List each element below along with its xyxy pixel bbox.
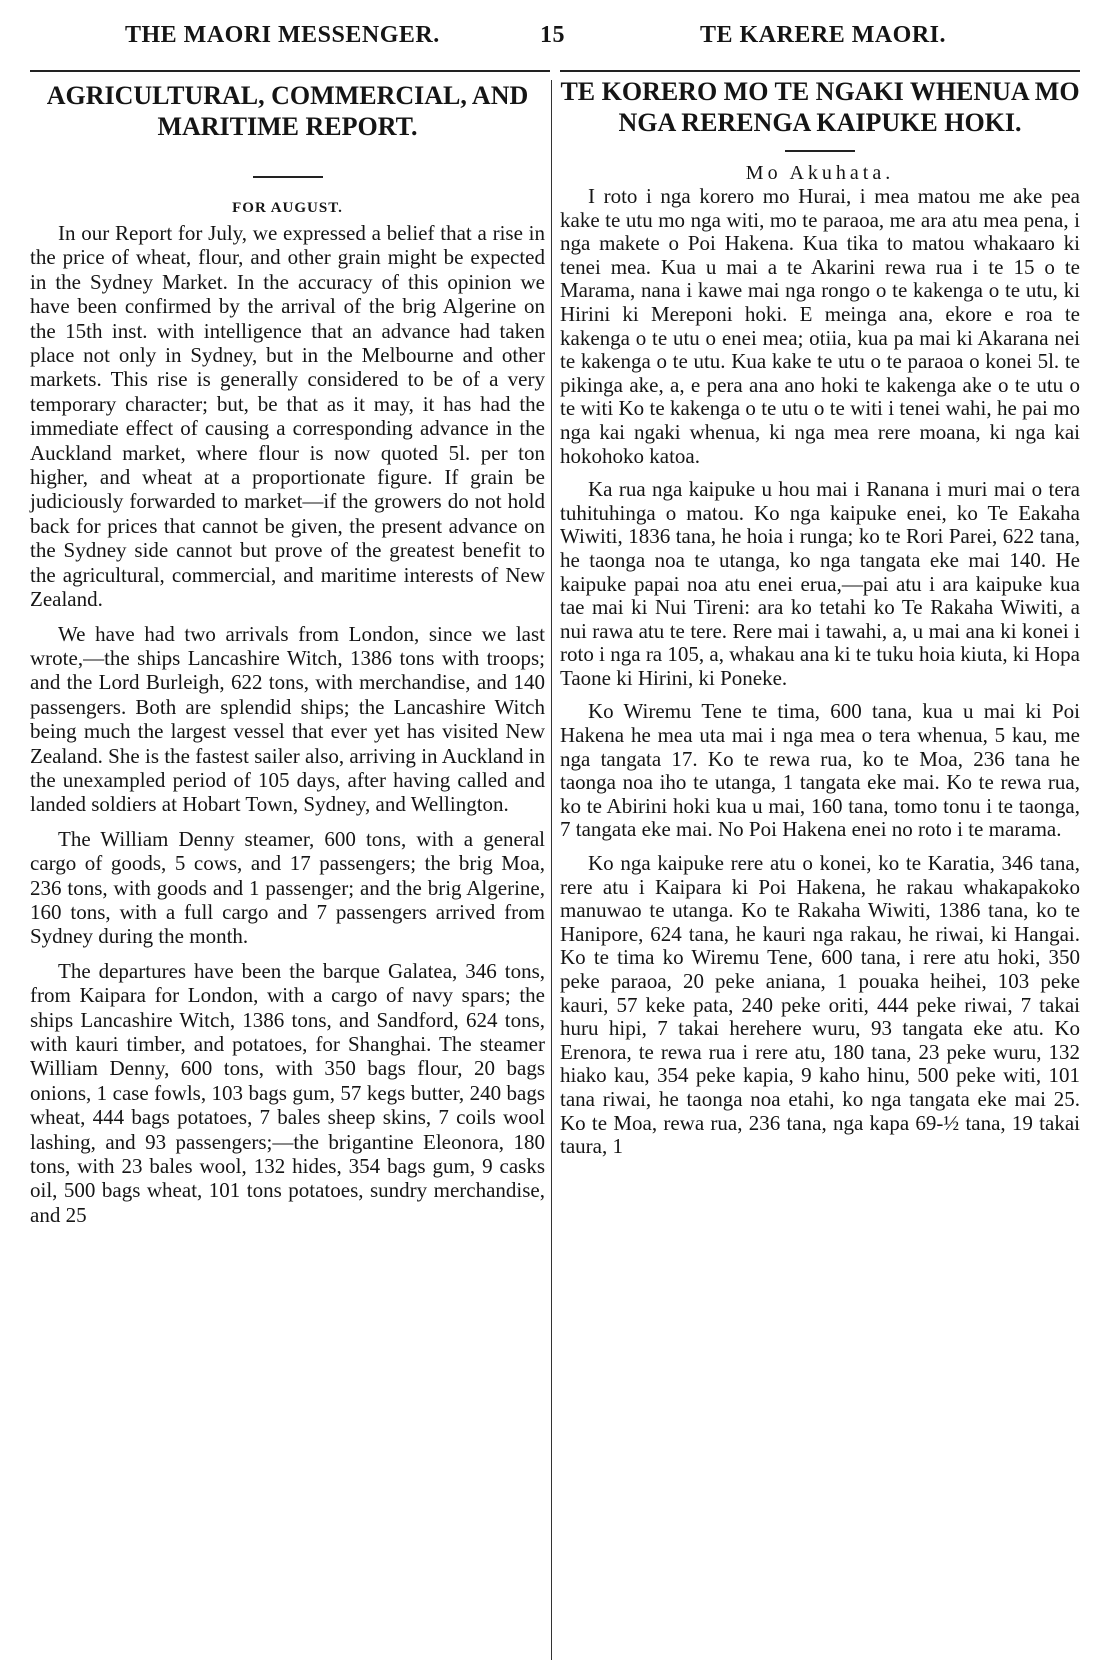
english-title: AGRICULTURAL, COMMERCIAL, AND MARITIME REPORT. bbox=[46, 81, 529, 141]
header-maori-masthead: TE KARERE MAORI. bbox=[700, 22, 947, 48]
maori-title: TE KORERO MO TE NGAKI WHENUA MO NGA RERENGA KAIPUKE HOKI. bbox=[560, 77, 1080, 137]
english-paragraph: The William Denny steamer, 600 tons, with a general cargo of goods, 5 cows, and 17 passengers; the brig Moa, 236 tons, with goods and 1 passenger; and the brig Algerine, 160 tons, with a full cargo and 7 passengers arrived from Sydney during the month. bbox=[30, 826, 545, 949]
english-column bbox=[30, 68, 545, 1237]
english-paragraph: In our Report for July, we expressed a belief that a rise in the price of wheat, flour, and other grain might be expected in the Sydney Market. In the accuracy of this opinion we have been confirmed by the arrival of the brig Algerine on the 15th inst. with intelligence that an advance had taken place not only in Sydney, but in the Melbourne and other markets. This rise is generally considered to be of a very temporary character; but, be that as it may, it has had the immediate effect of causing a corresponding advance in the Auckland market, where flour is now quoted 5l. per ton higher, and wheat at a proportionate figure. If grain be judiciously forwarded to market—if the growers do not hold back for prices that cannot be given, the present advance on the Sydney side cannot but prove of the greatest benefit to the agricultural, commercial, and maritime interests of New Zealand. bbox=[30, 221, 545, 612]
title-divider bbox=[253, 176, 323, 178]
maori-paragraph: Ko nga kaipuke rere atu o konei, ko te Karatia, 346 tana, rere atu i Kaipara ki Poi Hakena, he rakau whakapakoko manuwao te utanga. Ko te Rakaha Wiwiti, 1386 tana, ko te Hanipore, 624 tana, he kauri nga rakau, he riwai, ki Hangai. Ko te tima ko Wiremu Tene, 600 tana, i rere atu hoki, 350 peke paraoa, 20 peke aniana, 1 pouaka heihei, 103 peke kauri, 57 keke pata, 240 peke oriti, 444 peke riwai, 7 takai huru hipi, 7 takai herehere wuru, 93 tangata eke atu. Ko Erenora, te rewa rua i rere atu, 180 tana, 23 peke wuru, 132 hiako kau, 354 peke kapia, 9 kaho hinu, 500 peke witi, 101 tana riwai, he taonga noa etahi, ko nga tangata eke mai 25. Ko te Moa, rewa rua, 236 tana, nga kapa 69-½ tana, 19 takai taura, 1 bbox=[560, 851, 1080, 1159]
maori-paragraph: Ko Wiremu Tene te tima, 600 tana, kua u mai ki Poi Hakena he mea uta mai i nga mea o tera whenua, 5 kau, me nga tangata 17. Ko te rewa rua, ko te Moa, 236 tana he taonga noa iho te utanga, 1 tangata eke mai. Ko te rewa rua, ko te Abirini hoki kua u mai, 160 tana, tomo tonu i te taonga, 7 tangata eke mai. No Poi Hakena enei no roto i te marama. bbox=[560, 699, 1080, 842]
maori-paragraph: I roto i nga korero mo Hurai, i mea matou me ake pea kake te utu mo nga witi, mo te paraoa, me ara atu mea pena, i nga makete o Poi Hakena. Kua tika to matou whakaaro ki tenei mea. Kua u mai a te Akarini rewa rua i te 15 o te Marama, nana i kawe mai nga rongo o te kakenga o te utu, ki Hirini ki Mereponi hoki. E meinga ana, ekore e roa te kakenga o te utu o enei mea; otiia, kua pa mai ki Akarana nei te kakenga o te utu. Kua kake te utu o te paraoa o konei 5l. te pikinga ake, a, e pera ana ano hoki te kakenga ake o te utu o te witi Ko te kakenga o te utu o te witi i tenei wahi, he pai mo nga kai ngaki whenua, ki nga mea rere moana, ki nga kai hokohoko katoa. bbox=[560, 184, 1080, 468]
maori-paragraph: Ka rua nga kaipuke u hou mai i Ranana i muri mai o tera tuhituhinga o matou. Ko nga kaipuke enei, ko Te Eakaha Wiwiti, 1836 tana, he hoia i runga; ko te Rori Parei, 622 tana, he taonga noa te utanga, ko nga tangata eke mai 140. He kaipuke papai noa atu enei erua,—pai atu i ara kaipuke kua tae mai ki Nui Tireni: ara ko tetahi ko Te Rakaha Wiwiti, a nui rawa atu te tere. Rere mai i tawahi, a, u mai ana ki konei i roto i nga ra 105, a, whakau ana ki te tuku hoia kiuta, ki Hopa Taone ki Hirini, ki Poneke. bbox=[560, 477, 1080, 690]
maori-column bbox=[560, 68, 1080, 1169]
english-subtitle: FOR AUGUST. bbox=[232, 200, 343, 216]
page-header bbox=[0, 22, 1114, 62]
english-paragraph: The departures have been the barque Galatea, 346 tons, from Kaipara for London, with a cargo of navy spars; the ships Lancashire Witch, 1386 tons, and Sandford, 624 tons, with kauri timber, and potatoes, for Shanghai. The steamer William Denny, 600 tons, with 350 bags flour, 20 bags onions, 1 case fowls, 103 bags gum, 57 kegs butter, 240 bags wheat, 444 bags potatoes, 7 bales sheep skins, 7 coils wool lashing, and 93 passengers;—the brigantine Eleonora, 180 tons, with 23 bales wool, 132 hides, 354 bags gum, 9 casks oil, 500 bags wheat, 101 tons potatoes, sundry merchandise, and 25 bbox=[30, 958, 545, 1227]
title-divider bbox=[785, 150, 855, 152]
english-paragraph: We have had two arrivals from London, since we last wrote,—the ships Lancashire Witch, 1386 tons with troops; and the Lord Burleigh, 622 tons, with merchandise, and 140 passengers. Both are splendid ships; the Lancashire Witch being much the largest vessel that ever yet has visited New Zealand. She is the fastest sailer also, arriving in Auckland in the unexampled period of 105 days, after having called and landed soldiers at Hobart Town, Sydney, and Wellington. bbox=[30, 621, 545, 817]
page-number: 15 bbox=[540, 22, 565, 48]
column-divider bbox=[551, 80, 552, 1660]
header-english-masthead: THE MAORI MESSENGER. bbox=[125, 22, 440, 48]
maori-subtitle: Mo Akuhata. bbox=[745, 162, 895, 184]
